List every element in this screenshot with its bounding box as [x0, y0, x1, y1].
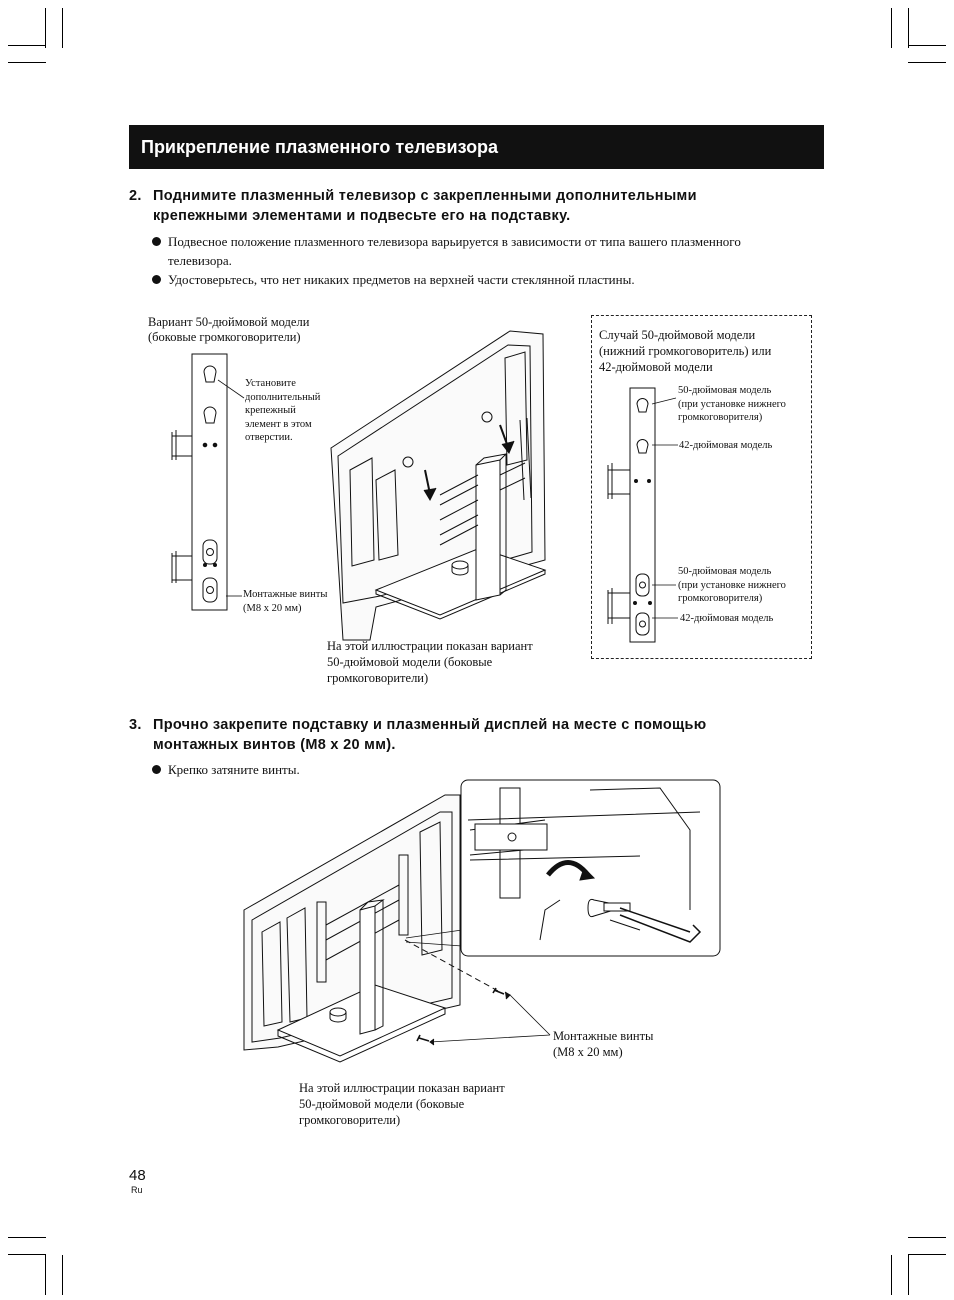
left-caption-line-2: (боковые громкоговорители): [148, 330, 301, 344]
bullet-text-line-1: Удостоверьтесь, что нет никаких предметов на верхней части стеклянной пластины.: [168, 272, 635, 287]
screws-label-line-2: (M8 x 20 мм): [243, 603, 302, 614]
upper-50-label-line: 50-дюймовая модель: [678, 385, 772, 396]
lower-42-label: 42-дюймовая модель: [680, 613, 774, 624]
figure-1-caption-line: громкоговорители): [327, 671, 429, 685]
step-3-line-2: монтажных винтов (M8 x 20 мм).: [153, 737, 396, 753]
figure-2-screws-label-line-2: (M8 x 20 мм): [553, 1045, 623, 1059]
figure-2-caption-line: На этой иллюстрации показан вариант: [299, 1081, 505, 1095]
bullet-text-line-1: Подвесное положение плазменного телевизора варьируется в зависимости от типа вашего плазменного: [168, 234, 741, 249]
lower-50-label-line: громкоговорителя): [678, 593, 763, 604]
box-caption-line: Случай 50-дюймовой модели: [599, 328, 756, 342]
stand-pole: [360, 906, 375, 1034]
detail-inset: [461, 780, 720, 956]
page-number: 48: [129, 1167, 146, 1184]
install-note-line: дополнительный: [245, 391, 321, 403]
lower-50-label-line: (при установке нижнего: [678, 579, 786, 591]
figure-2-illustration: [0, 760, 954, 1180]
install-note-line: Установите: [245, 378, 296, 389]
bullet-text-line-2: телевизора.: [168, 253, 232, 268]
bullet-text-line-1: Крепко затяните винты.: [168, 762, 300, 777]
bracket-strip: [192, 354, 227, 610]
figure-2-screws-label-line-1: Монтажные винты: [553, 1029, 654, 1043]
figure-2-caption-line: 50-дюймовой модели (боковые: [299, 1097, 465, 1111]
step-3-heading: [129, 715, 829, 755]
upper-50-label-line: громкоговорителя): [678, 412, 763, 423]
left-caption-line-1: Вариант 50-дюймовой модели: [148, 315, 310, 329]
step-3-line-1: Прочно закрепите подставку и плазменный дисплей на месте с помощью: [153, 717, 707, 733]
upper-42-label: 42-дюймовая модель: [679, 440, 773, 451]
step-number: 3.: [129, 717, 142, 733]
figure-1-caption-line: 50-дюймовой модели (боковые: [327, 655, 493, 669]
step-2-line-1: Поднимите плазменный телевизор с закрепленными дополнительными: [153, 188, 697, 204]
install-note-line: отверстии.: [245, 432, 293, 443]
install-note-line: крепежный: [245, 405, 296, 416]
page-language: Ru: [131, 1185, 143, 1195]
box-caption-line: 42-дюймовой модели: [599, 360, 713, 374]
install-note-line: элемент в этом: [245, 418, 312, 430]
figure-1-caption-line: На этой иллюстрации показан вариант: [327, 639, 533, 653]
upper-50-label-line: (при установке нижнего: [678, 398, 786, 410]
step-number: 2.: [129, 188, 142, 204]
figure-2-caption-line: громкоговорители): [299, 1113, 401, 1127]
box-caption-line: (нижний громкоговоритель) или: [599, 344, 772, 358]
stand-pole: [476, 460, 500, 600]
screws-label-line-1: Монтажные винты: [243, 589, 328, 600]
lower-50-label-line: 50-дюймовая модель: [678, 566, 772, 577]
step-2-line-2: крепежными элементами и подвесьте его на подставку.: [153, 208, 571, 224]
section-title: Прикрепление плазменного телевизора: [141, 137, 499, 157]
